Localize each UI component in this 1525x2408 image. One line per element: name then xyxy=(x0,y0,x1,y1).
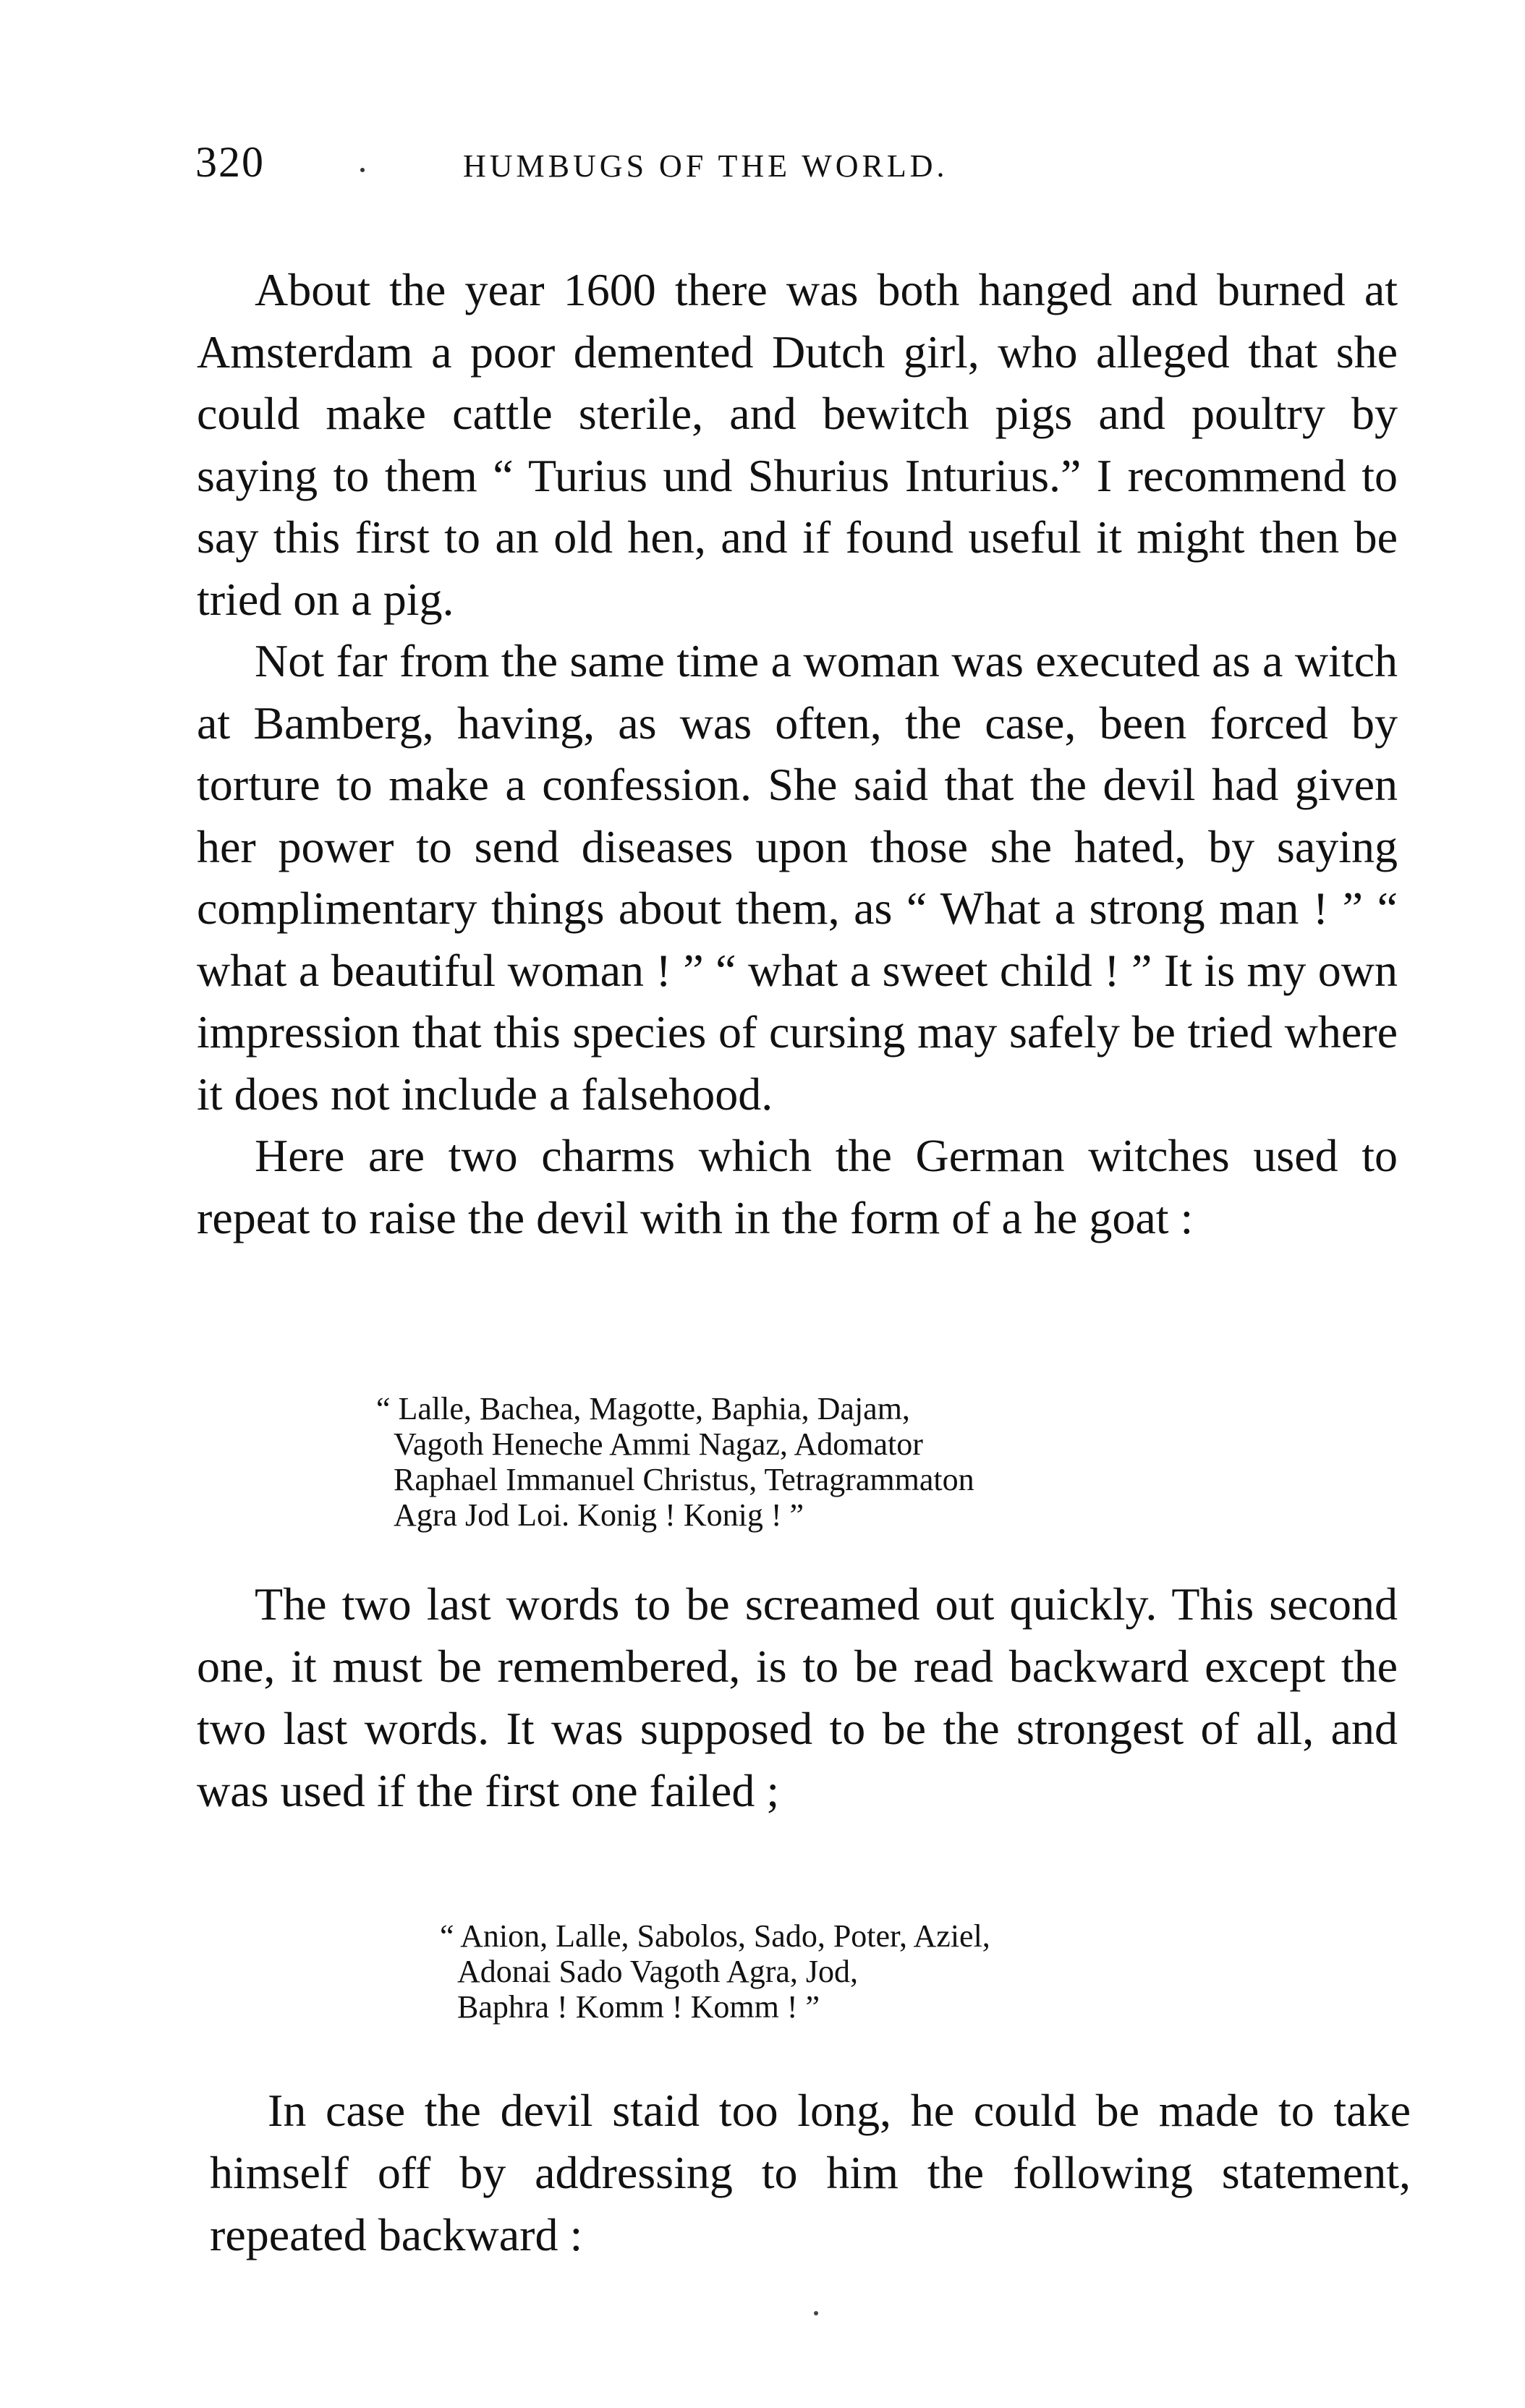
paragraph-amsterdam: About the year 1600 there was both hanged and burned at Amsterdam a poor demented Dutch girl, who alleged that she could make cattle sterile, and bewitch pigs and poultry by saying to them “ Turius und Shurius Inturius.” I recommend to say this first to an old hen, and if found useful it might then be tried on a pig. xyxy=(197,264,1398,625)
charm-one-line: Raphael Immanuel Christus, Tetragrammaton xyxy=(394,1462,974,1497)
page-number: 320 xyxy=(195,138,265,186)
charm-two-line: “ Anion, Lalle, Sabolos, Sado, Poter, Aziel, xyxy=(440,1918,990,1954)
paragraph-bamberg: Not far from the same time a woman was executed as a witch at Bamberg, having, as was often, the case, been forced by torture to make a confession. She said that the devil had given her power to send diseases upon those she hated, by saying complimentary things about them, as “ What a strong man ! ” “ what a beautiful woman ! ” “ what a sweet child ! ” It is my own impression that this species of cursing may safely be tried where it does not include a falsehood. xyxy=(197,635,1398,1120)
charm-one xyxy=(376,1391,974,1533)
paragraph-devil-staid: In case the devil staid too long, he could be made to take himself off by addressing to him the following statement, repeated backward : xyxy=(210,2085,1411,2260)
paragraph-two-last-words: The two last words to be screamed out quickly. This second one, it must be remembered, is to be read backward except the two last words. It was supposed to be the strongest of all, and was used if the first one failed ; xyxy=(197,1578,1398,1816)
charm-one-line: “ Lalle, Bachea, Magotte, Baphia, Dajam, xyxy=(376,1391,910,1426)
text-block-1 xyxy=(197,259,1398,1248)
charm-two-line: Adonai Sado Vagoth Agra, Jod, xyxy=(457,1954,859,1989)
text-block-2 xyxy=(197,1573,1398,1822)
charm-two xyxy=(440,1918,990,2025)
print-speck xyxy=(360,168,365,172)
print-speck xyxy=(814,2311,818,2315)
page-header xyxy=(195,137,1396,195)
charm-one-line: Vagoth Heneche Ammi Nagaz, Adomator xyxy=(394,1426,923,1462)
running-head: HUMBUGS OF THE WORLD. xyxy=(463,148,948,184)
charm-one-line: Agra Jod Loi. Konig ! Konig ! ” xyxy=(394,1497,804,1533)
charm-two-line: Baphra ! Komm ! Komm ! ” xyxy=(457,1989,820,2025)
paragraph-two-charms: Here are two charms which the German witches used to repeat to raise the devil with in the form of a he goat : xyxy=(197,1130,1398,1243)
text-block-3 xyxy=(210,2080,1411,2266)
